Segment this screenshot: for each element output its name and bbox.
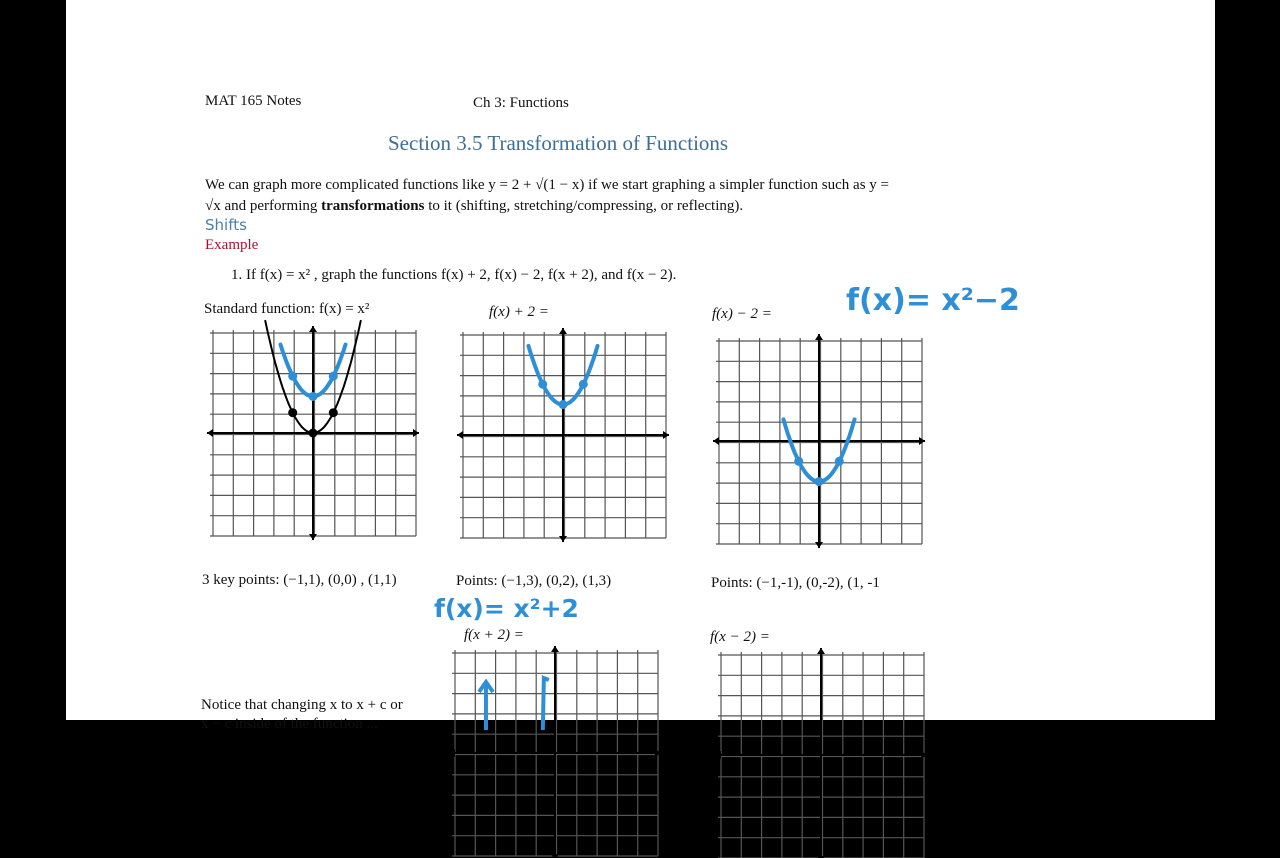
key-point	[579, 380, 588, 389]
intro-line-2	[205, 197, 743, 216]
document-page	[66, 0, 1215, 732]
graph-shift-right	[718, 652, 924, 858]
key-point	[309, 392, 318, 401]
intro-bold: transformations	[321, 198, 425, 214]
intro-text-end: to it (shifting, stretching/compressing, or reflecting).	[424, 198, 744, 214]
graph-minus-2	[716, 338, 922, 544]
key-point	[559, 400, 568, 409]
graph-label-standard: Standard function: f(x) = x²	[204, 301, 370, 317]
points-minus-2: Points: (−1,-1), (0,-2), (1, -1	[711, 575, 880, 591]
key-points-standard: 3 key points: (−1,1), (0,0) , (1,1)	[202, 572, 397, 588]
key-point	[794, 457, 803, 466]
annotation-fx-minus: f(x)= x²−2	[846, 283, 1020, 318]
graph-label-plus-2: f(x) + 2 =	[489, 304, 549, 320]
intro-line-1: We can graph more complicated functions like y = 2 + √(1 − x) if we start graphing a simpler function such as y =	[205, 177, 890, 193]
notice-line-1: Notice that changing x to x + c or	[201, 697, 403, 713]
key-point	[288, 408, 297, 417]
intro-text: √x and performing	[205, 198, 322, 214]
course-header: MAT 165 Notes	[205, 93, 302, 109]
key-point	[329, 372, 338, 381]
notice-line-2: x − c inside of the function ...	[201, 716, 378, 732]
key-point	[288, 372, 297, 381]
key-point	[835, 457, 844, 466]
graph-plus-2	[460, 332, 666, 538]
graph-shift-left	[452, 650, 658, 856]
key-point	[538, 380, 547, 389]
key-point	[309, 429, 318, 438]
graph-label-shift-left: f(x + 2) =	[464, 627, 524, 643]
problem-statement: 1. If f(x) = x² , graph the functions f(x) + 2, f(x) − 2, f(x + 2), and f(x − 2).	[231, 267, 677, 283]
key-point	[815, 477, 824, 486]
graph-standard	[210, 330, 416, 536]
section-heading: Shifts	[205, 216, 247, 234]
shifted-left-curve-right-arm	[543, 678, 549, 730]
page-title: Section 3.5 Transformation of Functions	[388, 131, 729, 155]
graph-label-minus-2: f(x) − 2 =	[712, 306, 772, 322]
chapter-header: Ch 3: Functions	[473, 95, 569, 111]
points-plus-2: Points: (−1,3), (0,2), (1,3)	[456, 573, 612, 589]
key-point	[329, 408, 338, 417]
example-label: Example	[205, 237, 259, 253]
graph-label-shift-right: f(x − 2) =	[710, 629, 770, 645]
annotation-fx-plus: f(x)= x²+2	[434, 594, 579, 623]
